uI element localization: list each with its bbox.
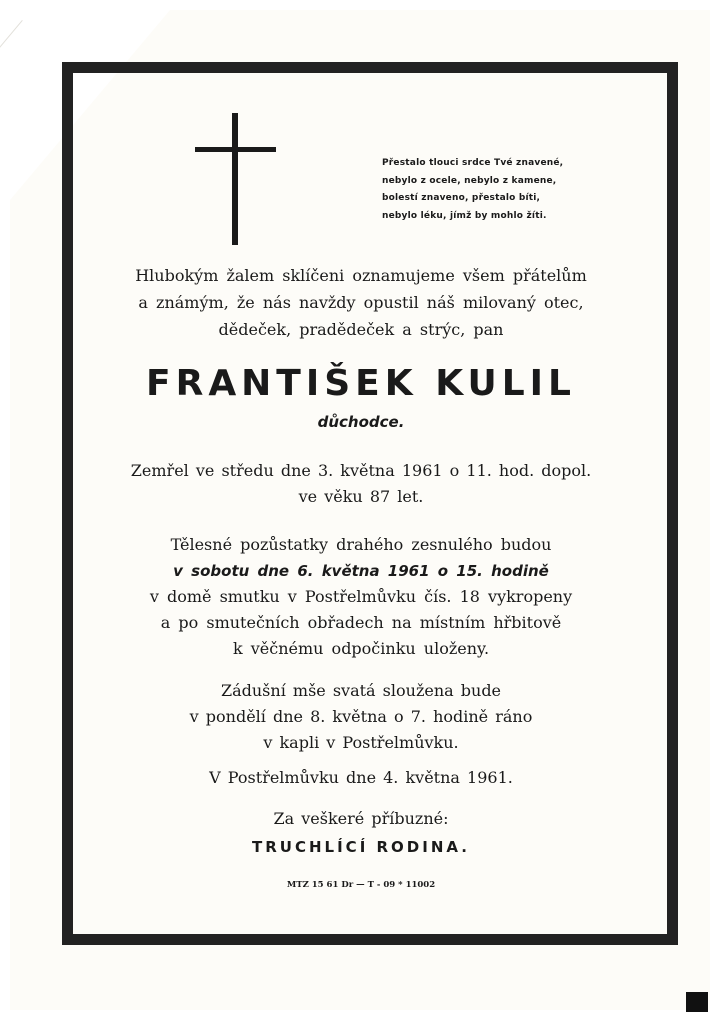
death-line: ve věku 87 let.	[298, 487, 424, 506]
place-and-date: V Postřelmůvku dne 4. května 1961.	[209, 768, 513, 787]
memorial-poem	[382, 155, 662, 225]
mass-line: v kapli v Postřelmůvku.	[263, 733, 459, 752]
poem-line: nebylo léku, jímž by mohlo žíti.	[382, 210, 547, 221]
death-line: Zemřel ve středu dne 3. května 1961 o 11. hod. dopol.	[130, 461, 592, 480]
mass-line: Zádušní mše svatá sloužena bude	[220, 681, 502, 700]
burial-line: Tělesné pozůstatky drahého zesnulého budou	[170, 535, 552, 554]
scan-marker	[686, 992, 708, 1012]
burial-line: a po smutečních obřadech na místním hřbitově	[160, 613, 562, 632]
mass-details	[100, 678, 622, 756]
announcement-intro	[100, 262, 622, 343]
poem-line: Přestalo tlouci srdce Tvé znavené,	[382, 158, 564, 168]
burial-date-highlight: v sobotu dne 6. května 1961 o 15. hodině	[173, 562, 549, 580]
mass-line: v pondělí dne 8. května o 7. hodině ráno	[189, 707, 533, 726]
deceased-name: FRANTIŠEK KULIL	[146, 363, 576, 404]
signature-family: TRUCHLÍCÍ RODINA.	[252, 838, 470, 856]
on-behalf-of: Za veškeré příbuzné:	[273, 809, 449, 828]
cross-icon-bar	[195, 147, 276, 152]
deceased-occupation: důchodce.	[317, 413, 405, 431]
burial-line: v domě smutku v Postřelmůvku čís. 18 vykropeny	[149, 587, 573, 606]
poem-line: bolestí znaveno, přestalo bíti,	[382, 193, 541, 203]
print-code: MTZ 15 61 Dr — T - 09 * 11002	[286, 880, 436, 890]
burial-line: k věčnému odpočinku uloženy.	[232, 639, 490, 658]
death-details	[100, 458, 622, 510]
poem-line: nebylo z ocele, nebylo z kamene,	[382, 175, 557, 186]
intro-line: dědeček, pradědeček a strýc, pan	[218, 320, 504, 339]
burial-details	[100, 532, 622, 662]
intro-line: Hlubokým žalem sklíčeni oznamujeme všem přátelům	[135, 266, 587, 285]
intro-line: a známým, že nás navždy opustil náš milovaný otec,	[138, 293, 584, 312]
cross-icon	[232, 113, 238, 245]
